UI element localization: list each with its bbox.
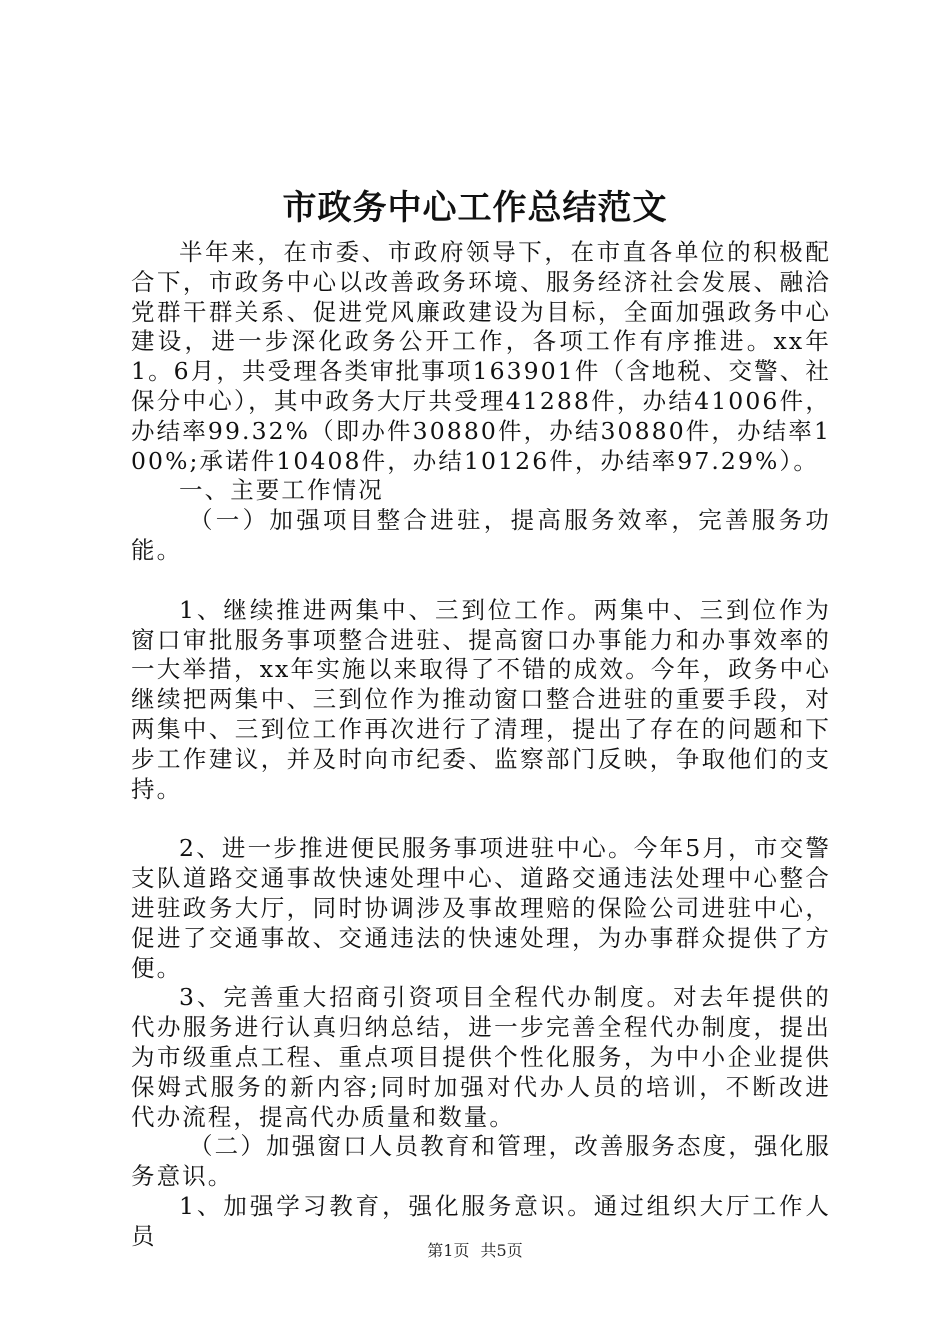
section-heading-main-work: 一、主要工作情况 xyxy=(179,476,384,505)
paragraph-item-2-1: 1、加强学习教育，强化服务意识。通过组织大厅工作人员 xyxy=(131,1191,831,1250)
subsection-heading-2: （二）加强窗口人员教育和管理，改善服务态度，强化服务意识。 xyxy=(131,1132,831,1191)
paragraph-item-3: 3、完善重大招商引资项目全程代办制度。对去年提供的代办服务进行认真归纳总结，进一步完善全程代办制度，提出为市级重点工程、重点项目提供个性化服务，为中小企业提供保姆式服务的新内容;同时加强对代办人员的培训，不断改进代办流程，提高代办质量和数量。 xyxy=(131,983,831,1131)
page-footer xyxy=(0,1240,950,1262)
paragraph-item-2: 2、进一步推进便民服务事项进驻中心。今年5月，市交警支队道路交通事故快速处理中心、道路交通违法处理中心整合进驻政务大厅，同时协调涉及事故理赔的保险公司进驻中心，促进了交通事故、交通违法的快速处理，为办事群众提供了方便。 xyxy=(131,834,831,982)
page-number: 第1页 xyxy=(427,1241,470,1260)
paragraph-intro: 半年来，在市委、市政府领导下，在市直各单位的积极配合下，市政务中心以改善政务环境、服务经济社会发展、融洽党群干群关系、促进党风廉政建设为目标，全面加强政务中心建设，进一步深化政务公开工作，各项工作有序推进。xx年1。6月，共受理各类审批事项163901件（含地税、交警、社保分中心），其中政务大厅共受理41288件，办结41006件，办结率99.32%（即办件30880件，办结30880件，办结率100%;承诺件10408件，办结10126件，办结率97.29%）。 xyxy=(131,238,831,475)
paragraph-gap xyxy=(131,804,831,834)
document-body xyxy=(131,238,831,1252)
subsection-heading-1: （一）加强项目整合进驻，提高服务效率，完善服务功能。 xyxy=(131,506,831,564)
document-title: 市政务中心工作总结范文 xyxy=(282,188,668,228)
paragraph-gap xyxy=(131,566,831,596)
page-total: 共5页 xyxy=(480,1241,523,1260)
paragraph-item-1: 1、继续推进两集中、三到位工作。两集中、三到位作为窗口审批服务事项整合进驻、提高窗口办事能力和办事效率的一大举措，xx年实施以来取得了不错的成效。今年，政务中心继续把两集中、三到位作为推动窗口整合进驻的重要手段，对两集中、三到位工作再次进行了清理，提出了存在的问题和下步工作建议，并及时向市纪委、监察部门反映，争取他们的支持。 xyxy=(131,595,831,803)
